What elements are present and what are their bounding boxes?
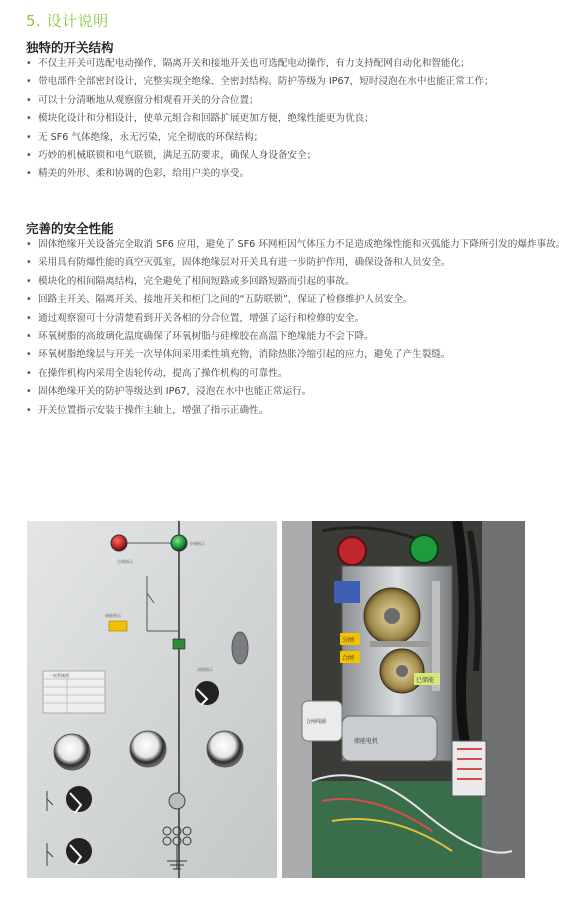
position-shaft-indicator — [169, 793, 185, 809]
list-item: • 在操作机构内采用全齿轮传动，提高了操作机构的可靠性。 — [26, 365, 566, 383]
operating-handle-socket[interactable] — [195, 681, 219, 705]
position-indicator-box — [173, 639, 185, 649]
operation-button-2[interactable] — [130, 731, 166, 767]
charge-label: 储能指示 — [105, 613, 121, 618]
mechanism-drawing — [282, 521, 525, 878]
list-item: • 固体绝缘开关设备完全取消 SF6 应用，避免了 SF6 环网柜因气体压力不足造成绝缘性能和灭弧能力下降所引发的爆炸事故。 — [26, 236, 566, 254]
list-item: • 可以十分清晰地从观察窗分相观看开关的分合位置； — [26, 92, 566, 110]
close-button-red[interactable] — [338, 537, 366, 565]
operation-button-1[interactable] — [54, 734, 90, 770]
operation-button-3[interactable] — [207, 731, 243, 767]
safety-heading: 完善的安全性能 — [26, 221, 114, 236]
features-list — [26, 55, 566, 184]
open-indicator-green-lamp — [171, 535, 187, 551]
list-item: • 回路主开关、隔离开关、接地开关和柜门之间的“五防联锁”，保证了检修维护人员安全。 — [26, 291, 566, 309]
charge-indicator-yellow-label — [109, 621, 127, 631]
list-item: • 不仅主开关可选配电动操作，隔离开关和接地开关也可选配电动操作，有力支持配网自动化和智能化； — [26, 55, 566, 73]
open-indicator-label: 分闸指示 — [189, 541, 205, 546]
section-title: 5. 设计说明 — [26, 12, 109, 30]
features-heading: 独特的开关结构 — [26, 40, 114, 55]
open-button-green[interactable] — [410, 535, 438, 563]
info-table — [43, 671, 105, 713]
front-panel-drawing — [27, 521, 277, 878]
list-item: • 精美的外形、柔和协调的色彩，给用户美的享受。 — [26, 165, 566, 183]
interlock-label: 闭锁指示 — [197, 667, 213, 672]
observation-window — [232, 632, 248, 664]
list-item: • 开关位置指示安装于操作主轴上，增强了指示正确性。 — [26, 402, 566, 420]
operating-mechanism-photo — [282, 521, 525, 878]
list-item: • 采用具有防爆性能的真空灭弧室，固体绝缘层对开关具有进一步防护作用，确保设备和人员安全。 — [26, 254, 566, 272]
close-indicator-label: 合闸指示 — [117, 559, 133, 564]
open-sticker-text: 分闸 — [342, 637, 355, 644]
table-title: 一次系统图 — [49, 673, 69, 678]
coil-label: 合闸线圈 — [306, 719, 327, 725]
list-item: • 环氧树脂绝缘层与开关一次导体间采用柔性填充物，消除热胀冷缩引起的应力，避免了产生裂缝。 — [26, 346, 566, 364]
close-indicator-red-lamp — [111, 535, 127, 551]
switchgear-front-panel-photo — [27, 521, 277, 878]
list-item: • 模块化设计和分相设计，使单元组合和回路扩展更加方便，绝缘性能更为优良； — [26, 110, 566, 128]
list-item: • 通过观察窗可十分清楚看到开关各相的分合位置，增强了运行和检修的安全。 — [26, 310, 566, 328]
list-item: • 无 SF6 气体绝缘，永无污染，完全彻底的环保结构； — [26, 129, 566, 147]
list-item: • 带电部件全部密封设计，完整实现全绝缘、全密封结构、防护等级为 IP67，短时浸泡在水中也能正常工作； — [26, 73, 566, 91]
blue-switch-component — [334, 581, 360, 603]
charged-sticker-text: 已储能 — [416, 677, 435, 684]
list-item: • 固体绝缘开关的防护等级达到 IP67，浸泡在水中也能正常运行。 — [26, 383, 566, 401]
list-item: • 环氧树脂的高玻璃化温度确保了环氧树脂与硅橡胶在高温下绝缘能力不会下降。 — [26, 328, 566, 346]
safety-list — [26, 236, 566, 420]
close-sticker-text: 合闸 — [342, 655, 355, 662]
list-item: • 模块化的相间隔离结构，完全避免了相间短路或多回路短路而引起的事故。 — [26, 273, 566, 291]
motor-label: 储能电机 — [354, 738, 379, 745]
list-item: • 巧妙的机械联锁和电气联锁，满足五防要求，确保人身设备安全； — [26, 147, 566, 165]
